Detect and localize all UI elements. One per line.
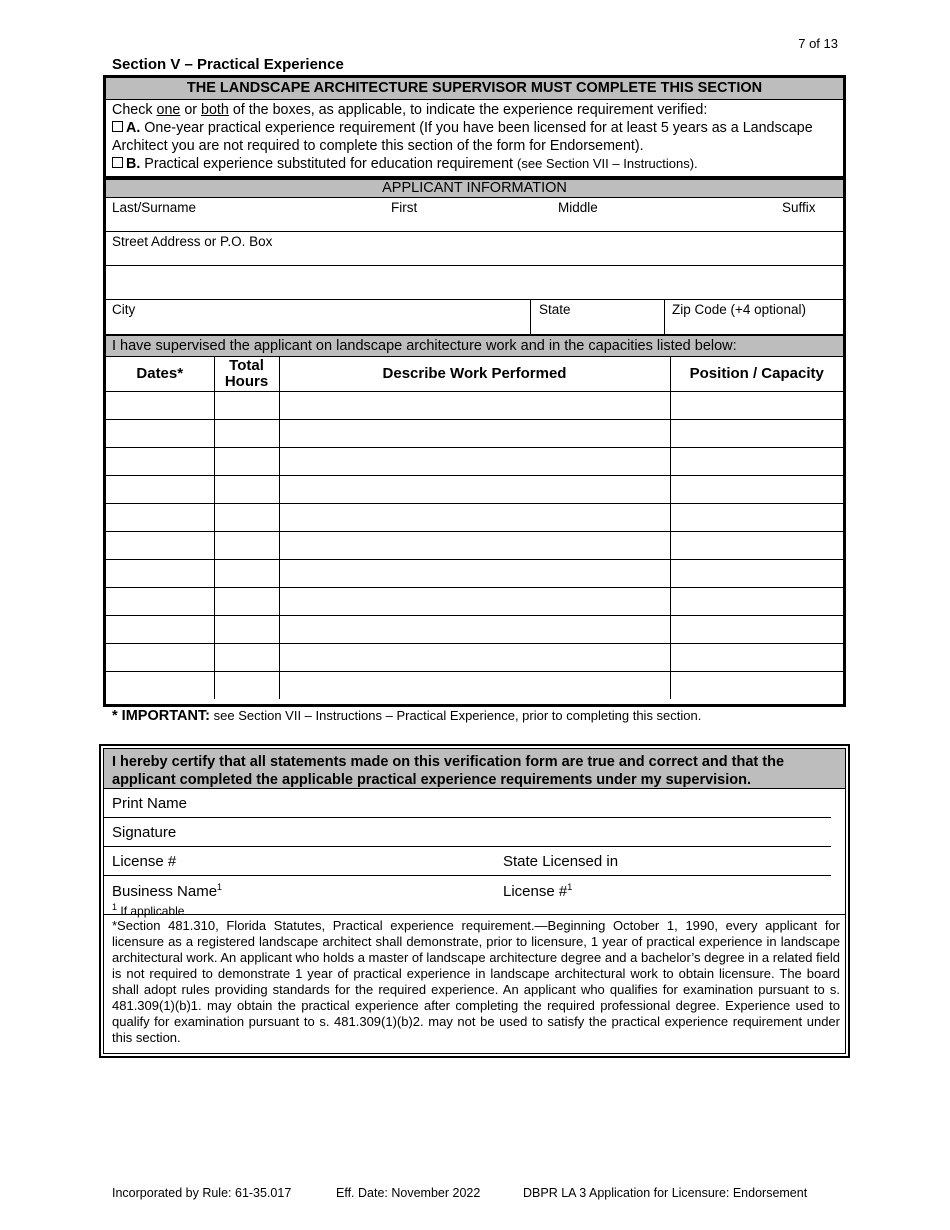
table-row[interactable]	[106, 588, 843, 616]
work-cell[interactable]	[279, 420, 670, 448]
work-cell[interactable]	[279, 448, 670, 476]
license-2-label: License #$^1$	[503, 882, 573, 900]
work-cell[interactable]	[279, 476, 670, 504]
street-label: Street Address or P.O. Box	[112, 234, 273, 249]
dates-cell[interactable]	[106, 420, 214, 448]
signature-row[interactable]	[104, 818, 831, 847]
table-row[interactable]	[106, 532, 843, 560]
dates-cell[interactable]	[106, 588, 214, 616]
certification-box	[100, 745, 849, 1057]
position-cell[interactable]	[670, 644, 843, 672]
divider	[664, 300, 665, 334]
business-row[interactable]	[104, 876, 831, 918]
state-label: State	[539, 302, 571, 317]
table-row[interactable]	[106, 616, 843, 644]
experience-options	[106, 100, 843, 176]
work-cell[interactable]	[279, 392, 670, 420]
print-name-label: Print Name	[112, 795, 188, 812]
work-cell[interactable]	[279, 672, 670, 700]
dates-cell[interactable]	[106, 672, 214, 700]
city-row	[106, 300, 843, 334]
position-cell[interactable]	[670, 504, 843, 532]
license-row[interactable]	[104, 847, 831, 876]
footer-rule: Incorporated by Rule: 61-35.017	[112, 1186, 292, 1200]
city-label: City	[112, 302, 136, 317]
name-row[interactable]	[106, 198, 843, 232]
page-number: 7 of 13	[798, 36, 838, 51]
position-cell[interactable]	[670, 420, 843, 448]
practical-experience-box	[103, 75, 846, 707]
work-cell[interactable]	[279, 616, 670, 644]
position-cell[interactable]	[670, 448, 843, 476]
work-header: Describe Work Performed	[279, 357, 670, 392]
option-a: A. One-year practical experience requirement (If you have been licensed for at least 5 years as a Landscape Architect you are not required to complete this section of the form for Endorsement).	[112, 120, 813, 154]
position-header: Position / Capacity	[670, 357, 843, 392]
hours-cell[interactable]	[214, 476, 279, 504]
license-label: License #	[112, 853, 177, 870]
footer-date: Eff. Date: November 2022	[336, 1186, 481, 1200]
footnote: $^1$ If applicable	[112, 902, 185, 918]
dates-header: Dates*	[106, 357, 214, 392]
dates-cell[interactable]	[106, 476, 214, 504]
hours-cell[interactable]	[214, 672, 279, 700]
street-row[interactable]	[106, 232, 843, 266]
position-cell[interactable]	[670, 532, 843, 560]
dates-cell[interactable]	[106, 392, 214, 420]
position-cell[interactable]	[670, 616, 843, 644]
hours-cell[interactable]	[214, 560, 279, 588]
table-row[interactable]	[106, 392, 843, 420]
hours-cell[interactable]	[214, 532, 279, 560]
supervisor-header: THE LANDSCAPE ARCHITECTURE SUPERVISOR MUST COMPLETE THIS SECTION	[106, 78, 843, 100]
work-cell[interactable]	[279, 588, 670, 616]
business-name-label: Business Name$^1$	[112, 882, 223, 900]
work-cell[interactable]	[279, 560, 670, 588]
important-note: * IMPORTANT: see Section VII – Instructions – Practical Experience, prior to completing this section.	[112, 708, 702, 724]
hours-cell[interactable]	[214, 588, 279, 616]
first-name-label: First	[391, 200, 418, 215]
dates-cell[interactable]	[106, 504, 214, 532]
dates-cell[interactable]	[106, 532, 214, 560]
work-cell[interactable]	[279, 532, 670, 560]
table-row[interactable]	[106, 504, 843, 532]
hours-header: Total Hours	[214, 357, 279, 392]
hours-cell[interactable]	[214, 420, 279, 448]
hours-cell[interactable]	[214, 448, 279, 476]
hours-cell[interactable]	[214, 504, 279, 532]
middle-name-label: Middle	[558, 200, 598, 215]
supervision-statement: I have supervised the applicant on landscape architecture work and in the capacities listed below:	[106, 334, 843, 357]
hours-cell[interactable]	[214, 616, 279, 644]
table-row[interactable]	[106, 644, 843, 672]
statute-text: *Section 481.310, Florida Statutes, Practical experience requirement.—Beginning October 1, 1990, every applicant for licensure as a registered landscape architect shall demonstrate, prior to licensure, 1 year of practical experience in landscape architectural work. An applicant who holds a master of landscape architecture degree and a bachelor’s degree in a related field is not required to demonstrate 1 year of practical experience in landscape architectural work to obtain licensure. The board shall adopt rules providing standards for the required experience. An applicant who qualifies for examination pursuant to s. 481.309(1)(b)1. may obtain the practical experience after completing the required professional degree. Experience used to qualify for examination pursuant to s. 481.309(1)(b)2. may not be used to satisfy the practical experience requirement under this section.	[104, 914, 845, 1046]
table-row[interactable]	[106, 672, 843, 700]
last-name-label: Last/Surname	[112, 200, 197, 215]
dates-cell[interactable]	[106, 448, 214, 476]
print-name-row[interactable]	[104, 789, 831, 818]
certification-statement: I hereby certify that all statements made on this verification form are true and correct and that the applicant completed the applicable practical experience requirements under my supervision.	[104, 749, 845, 789]
table-row[interactable]	[106, 476, 843, 504]
dates-cell[interactable]	[106, 644, 214, 672]
options-intro: Check one or both of the boxes, as applicable, to indicate the experience requirement verified:	[112, 102, 708, 118]
suffix-label: Suffix	[782, 200, 816, 215]
position-cell[interactable]	[670, 672, 843, 700]
work-cell[interactable]	[279, 504, 670, 532]
table-header-row	[106, 357, 843, 392]
street-row-2[interactable]	[106, 266, 843, 300]
section-title: Section V – Practical Experience	[112, 56, 344, 73]
work-cell[interactable]	[279, 644, 670, 672]
position-cell[interactable]	[670, 476, 843, 504]
hours-cell[interactable]	[214, 392, 279, 420]
checkbox-a[interactable]	[112, 121, 123, 132]
applicant-info-header: APPLICANT INFORMATION	[106, 180, 843, 198]
table-row[interactable]	[106, 420, 843, 448]
work-table	[106, 357, 843, 699]
zip-label: Zip Code (+4 optional)	[672, 302, 806, 317]
dates-cell[interactable]	[106, 560, 214, 588]
checkbox-b[interactable]	[112, 157, 123, 168]
position-cell[interactable]	[670, 560, 843, 588]
hours-cell[interactable]	[214, 644, 279, 672]
table-row[interactable]	[106, 560, 843, 588]
dates-cell[interactable]	[106, 616, 214, 644]
divider	[530, 300, 531, 334]
table-row[interactable]	[106, 448, 843, 476]
footer-form: DBPR LA 3 Application for Licensure: Endorsement	[523, 1186, 808, 1200]
state-licensed-label: State Licensed in	[503, 853, 619, 870]
signature-label: Signature	[112, 824, 177, 841]
position-cell[interactable]	[670, 392, 843, 420]
position-cell[interactable]	[670, 588, 843, 616]
option-b: B. Practical experience substituted for education requirement (see Section VII – Instructions).	[112, 155, 837, 173]
